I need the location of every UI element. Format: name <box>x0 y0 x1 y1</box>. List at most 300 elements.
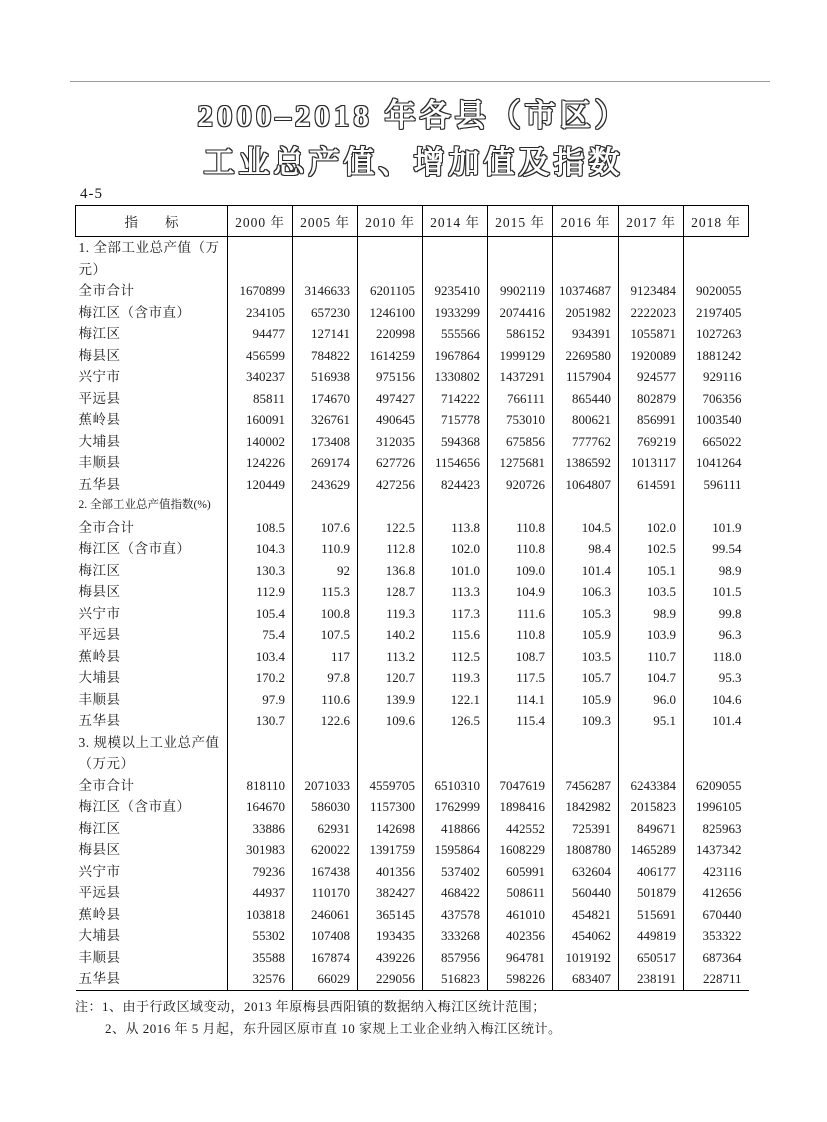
table-row <box>76 323 749 345</box>
row-label: 梅江区 <box>78 326 121 341</box>
table-row <box>76 925 749 947</box>
empty-cell <box>619 237 684 281</box>
value-cell: 140002 <box>228 431 293 453</box>
row-label: 蕉岭县 <box>78 906 121 922</box>
value-cell: 382427 <box>358 882 423 904</box>
value-cell: 614591 <box>619 474 684 496</box>
value-cell: 96.3 <box>684 624 749 646</box>
value-cell: 766111 <box>488 388 553 410</box>
value-cell: 110.8 <box>488 624 553 646</box>
value-cell: 1933299 <box>423 302 488 324</box>
row-label: 丰顺县 <box>78 691 121 707</box>
value-cell: 110.9 <box>293 538 358 560</box>
value-cell: 117 <box>293 646 358 668</box>
value-cell: 627726 <box>358 452 423 474</box>
table-row <box>76 538 749 560</box>
value-cell: 714222 <box>423 388 488 410</box>
value-cell: 920726 <box>488 474 553 496</box>
value-cell: 1019192 <box>553 947 619 969</box>
value-cell: 110.8 <box>488 517 553 539</box>
value-cell: 1920089 <box>619 345 684 367</box>
value-cell: 114.1 <box>488 689 553 711</box>
row-label: 梅县区 <box>78 842 121 857</box>
value-cell: 113.3 <box>423 581 488 603</box>
value-cell: 326761 <box>293 409 358 431</box>
value-cell: 1330802 <box>423 366 488 388</box>
header-year: 2014 年 <box>423 206 488 237</box>
value-cell: 9123484 <box>619 280 684 302</box>
value-cell: 1386592 <box>553 452 619 474</box>
value-cell: 2071033 <box>293 775 358 797</box>
value-cell: 104.5 <box>553 517 619 539</box>
value-cell: 118.0 <box>684 646 749 668</box>
value-cell: 35588 <box>228 947 293 969</box>
table-row <box>76 431 749 453</box>
value-cell: 657230 <box>293 302 358 324</box>
value-cell: 650517 <box>619 947 684 969</box>
value-cell: 33886 <box>228 818 293 840</box>
value-cell: 516823 <box>423 968 488 990</box>
value-cell: 105.9 <box>553 624 619 646</box>
header-year: 2015 年 <box>488 206 553 237</box>
value-cell: 120449 <box>228 474 293 496</box>
section-title: 1. 全部工业总产值（万元） <box>78 240 220 277</box>
value-cell: 103.4 <box>228 646 293 668</box>
value-cell: 753010 <box>488 409 553 431</box>
value-cell: 2269580 <box>553 345 619 367</box>
value-cell: 111.6 <box>488 603 553 625</box>
value-cell: 6201105 <box>358 280 423 302</box>
value-cell: 515691 <box>619 904 684 926</box>
row-label: 梅县区 <box>78 584 121 599</box>
value-cell: 164670 <box>228 796 293 818</box>
value-cell: 98.4 <box>553 538 619 560</box>
value-cell: 9902119 <box>488 280 553 302</box>
value-cell: 402356 <box>488 925 553 947</box>
value-cell: 596111 <box>684 474 749 496</box>
value-cell: 101.5 <box>684 581 749 603</box>
value-cell: 117.3 <box>423 603 488 625</box>
value-cell: 2074416 <box>488 302 553 324</box>
value-cell: 108.5 <box>228 517 293 539</box>
value-cell: 104.9 <box>488 581 553 603</box>
value-cell: 461010 <box>488 904 553 926</box>
empty-cell <box>684 732 749 775</box>
table-row <box>76 345 749 367</box>
value-cell: 598226 <box>488 968 553 990</box>
value-cell: 975156 <box>358 366 423 388</box>
value-cell: 243629 <box>293 474 358 496</box>
value-cell: 1055871 <box>619 323 684 345</box>
value-cell: 103.5 <box>553 646 619 668</box>
value-cell: 79236 <box>228 861 293 883</box>
value-cell: 173408 <box>293 431 358 453</box>
value-cell: 127141 <box>293 323 358 345</box>
value-cell: 102.0 <box>619 517 684 539</box>
value-cell: 193435 <box>358 925 423 947</box>
value-cell: 115.3 <box>293 581 358 603</box>
value-cell: 101.0 <box>423 560 488 582</box>
value-cell: 55302 <box>228 925 293 947</box>
value-cell: 97.8 <box>293 667 358 689</box>
value-cell: 128.7 <box>358 581 423 603</box>
value-cell: 170.2 <box>228 667 293 689</box>
value-cell: 406177 <box>619 861 684 883</box>
value-cell: 6510310 <box>423 775 488 797</box>
value-cell: 1157904 <box>553 366 619 388</box>
value-cell: 7456287 <box>553 775 619 797</box>
value-cell: 632604 <box>553 861 619 883</box>
row-label: 全市合计 <box>78 519 135 535</box>
value-cell: 1064807 <box>553 474 619 496</box>
row-label: 平远县 <box>78 390 121 406</box>
value-cell: 1762999 <box>423 796 488 818</box>
value-cell: 130.3 <box>228 560 293 582</box>
value-cell: 777762 <box>553 431 619 453</box>
value-cell: 9235410 <box>423 280 488 302</box>
value-cell: 594368 <box>423 431 488 453</box>
value-cell: 725391 <box>553 818 619 840</box>
value-cell: 401356 <box>358 861 423 883</box>
value-cell: 229056 <box>358 968 423 990</box>
value-cell: 142698 <box>358 818 423 840</box>
value-cell: 818110 <box>228 775 293 797</box>
row-label: 大埔县 <box>78 670 121 685</box>
value-cell: 3146633 <box>293 280 358 302</box>
row-label: 兴宁市 <box>78 605 121 621</box>
value-cell: 1154656 <box>423 452 488 474</box>
value-cell: 120.7 <box>358 667 423 689</box>
value-cell: 418866 <box>423 818 488 840</box>
row-label: 全市合计 <box>78 283 135 298</box>
empty-cell <box>684 237 749 281</box>
value-cell: 800621 <box>553 409 619 431</box>
value-cell: 102.5 <box>619 538 684 560</box>
value-cell: 620022 <box>293 839 358 861</box>
table-row <box>76 388 749 410</box>
value-cell: 1003540 <box>684 409 749 431</box>
value-cell: 412656 <box>684 882 749 904</box>
header-indicator: 指 标 <box>76 206 228 237</box>
value-cell: 167438 <box>293 861 358 883</box>
value-cell: 238191 <box>619 968 684 990</box>
value-cell: 490645 <box>358 409 423 431</box>
value-cell: 857956 <box>423 947 488 969</box>
value-cell: 849671 <box>619 818 684 840</box>
value-cell: 934391 <box>553 323 619 345</box>
value-cell: 109.0 <box>488 560 553 582</box>
value-cell: 220998 <box>358 323 423 345</box>
table-row <box>76 624 749 646</box>
table-row <box>76 710 749 732</box>
section-title-row <box>76 495 749 517</box>
row-label: 丰顺县 <box>78 455 121 470</box>
empty-cell <box>228 495 293 517</box>
table-row <box>76 409 749 431</box>
value-cell: 1881242 <box>684 345 749 367</box>
table-row <box>76 689 749 711</box>
row-label: 梅江区 <box>78 820 121 836</box>
value-cell: 1275681 <box>488 452 553 474</box>
page-title-line2: 工业总产值、增加值及指数 <box>203 145 624 180</box>
value-cell: 1670899 <box>228 280 293 302</box>
page-title-line1: 2000–2018 年各县（市区） <box>197 98 630 133</box>
value-cell: 100.8 <box>293 603 358 625</box>
value-cell: 139.9 <box>358 689 423 711</box>
row-label: 丰顺县 <box>78 949 121 965</box>
empty-cell <box>423 495 488 517</box>
value-cell: 109.6 <box>358 710 423 732</box>
value-cell: 665022 <box>684 431 749 453</box>
table-row <box>76 581 749 603</box>
table-number: 4-5 <box>80 186 103 202</box>
table-row <box>76 366 749 388</box>
value-cell: 1996105 <box>684 796 749 818</box>
value-cell: 2222023 <box>619 302 684 324</box>
title-block <box>0 100 827 178</box>
value-cell: 1842982 <box>553 796 619 818</box>
header-year: 2017 年 <box>619 206 684 237</box>
empty-cell <box>488 732 553 775</box>
row-label: 全市合计 <box>78 777 135 793</box>
value-cell: 234105 <box>228 302 293 324</box>
value-cell: 105.4 <box>228 603 293 625</box>
value-cell: 62931 <box>293 818 358 840</box>
value-cell: 824423 <box>423 474 488 496</box>
table-row <box>76 302 749 324</box>
value-cell: 501879 <box>619 882 684 904</box>
value-cell: 99.8 <box>684 603 749 625</box>
table-row <box>76 839 749 861</box>
value-cell: 75.4 <box>228 624 293 646</box>
value-cell: 9020055 <box>684 280 749 302</box>
value-cell: 340237 <box>228 366 293 388</box>
value-cell: 497427 <box>358 388 423 410</box>
value-cell: 2015823 <box>619 796 684 818</box>
value-cell: 98.9 <box>684 560 749 582</box>
value-cell: 32576 <box>228 968 293 990</box>
value-cell: 825963 <box>684 818 749 840</box>
value-cell: 468422 <box>423 882 488 904</box>
empty-cell <box>553 495 619 517</box>
value-cell: 85811 <box>228 388 293 410</box>
value-cell: 104.3 <box>228 538 293 560</box>
section-title: 3. 规模以上工业总产值（万元） <box>78 734 220 771</box>
table-row <box>76 452 749 474</box>
header-year: 2018 年 <box>684 206 749 237</box>
value-cell: 94477 <box>228 323 293 345</box>
value-cell: 437578 <box>423 904 488 926</box>
table-row <box>76 474 749 496</box>
row-label: 梅江区（含市直） <box>78 799 191 814</box>
table-row <box>76 947 749 969</box>
value-cell: 1808780 <box>553 839 619 861</box>
table-row <box>76 904 749 926</box>
value-cell: 105.1 <box>619 560 684 582</box>
table-row <box>76 775 749 797</box>
stats-table <box>75 205 749 991</box>
value-cell: 66029 <box>293 968 358 990</box>
value-cell: 246061 <box>293 904 358 926</box>
note-line-1: 注：1、由于行政区域变动，2013 年原梅县西阳镇的数据纳入梅江区统计范围； <box>75 999 546 1014</box>
value-cell: 856991 <box>619 409 684 431</box>
value-cell: 1465289 <box>619 839 684 861</box>
value-cell: 130.7 <box>228 710 293 732</box>
value-cell: 104.6 <box>684 689 749 711</box>
section-title-row <box>76 237 749 281</box>
value-cell: 4559705 <box>358 775 423 797</box>
value-cell: 110.8 <box>488 538 553 560</box>
row-label: 平远县 <box>78 627 121 642</box>
value-cell: 312035 <box>358 431 423 453</box>
value-cell: 117.5 <box>488 667 553 689</box>
empty-cell <box>619 495 684 517</box>
value-cell: 1608229 <box>488 839 553 861</box>
row-label: 蕉岭县 <box>78 648 121 664</box>
value-cell: 2051982 <box>553 302 619 324</box>
value-cell: 715778 <box>423 409 488 431</box>
empty-cell <box>228 237 293 281</box>
value-cell: 423116 <box>684 861 749 883</box>
value-cell: 769219 <box>619 431 684 453</box>
section-title-row <box>76 732 749 775</box>
value-cell: 560440 <box>553 882 619 904</box>
table-row <box>76 818 749 840</box>
value-cell: 95.3 <box>684 667 749 689</box>
table-header-row <box>76 206 749 237</box>
value-cell: 449819 <box>619 925 684 947</box>
value-cell: 2197405 <box>684 302 749 324</box>
value-cell: 1041264 <box>684 452 749 474</box>
value-cell: 1391759 <box>358 839 423 861</box>
empty-cell <box>488 237 553 281</box>
header-year: 2000 年 <box>228 206 293 237</box>
value-cell: 98.9 <box>619 603 684 625</box>
value-cell: 865440 <box>553 388 619 410</box>
table-row <box>76 517 749 539</box>
value-cell: 103818 <box>228 904 293 926</box>
header-year: 2005 年 <box>293 206 358 237</box>
row-label: 蕉岭县 <box>78 412 121 427</box>
value-cell: 110170 <box>293 882 358 904</box>
empty-cell <box>488 495 553 517</box>
value-cell: 126.5 <box>423 710 488 732</box>
empty-cell <box>423 732 488 775</box>
value-cell: 456599 <box>228 345 293 367</box>
value-cell: 140.2 <box>358 624 423 646</box>
table-row <box>76 280 749 302</box>
value-cell: 112.8 <box>358 538 423 560</box>
page-top-rule <box>70 81 770 82</box>
value-cell: 101.9 <box>684 517 749 539</box>
empty-cell <box>228 732 293 775</box>
empty-cell <box>293 732 358 775</box>
value-cell: 442552 <box>488 818 553 840</box>
empty-cell <box>293 495 358 517</box>
value-cell: 964781 <box>488 947 553 969</box>
value-cell: 122.5 <box>358 517 423 539</box>
value-cell: 122.1 <box>423 689 488 711</box>
value-cell: 802879 <box>619 388 684 410</box>
value-cell: 269174 <box>293 452 358 474</box>
value-cell: 454821 <box>553 904 619 926</box>
row-label: 五华县 <box>78 476 121 492</box>
table-row <box>76 968 749 990</box>
value-cell: 508611 <box>488 882 553 904</box>
value-cell: 1967864 <box>423 345 488 367</box>
row-label: 梅江区 <box>78 562 121 578</box>
value-cell: 174670 <box>293 388 358 410</box>
value-cell: 427256 <box>358 474 423 496</box>
value-cell: 586030 <box>293 796 358 818</box>
value-cell: 107.6 <box>293 517 358 539</box>
value-cell: 929116 <box>684 366 749 388</box>
value-cell: 365145 <box>358 904 423 926</box>
value-cell: 105.9 <box>553 689 619 711</box>
value-cell: 10374687 <box>553 280 619 302</box>
table-row <box>76 560 749 582</box>
value-cell: 6243384 <box>619 775 684 797</box>
row-label: 五华县 <box>78 713 121 728</box>
value-cell: 102.0 <box>423 538 488 560</box>
row-label: 梅县区 <box>78 347 121 363</box>
empty-cell <box>423 237 488 281</box>
value-cell: 119.3 <box>423 667 488 689</box>
table-row <box>76 646 749 668</box>
value-cell: 44937 <box>228 882 293 904</box>
row-label: 梅江区（含市直） <box>78 541 191 556</box>
value-cell: 924577 <box>619 366 684 388</box>
value-cell: 109.3 <box>553 710 619 732</box>
value-cell: 105.3 <box>553 603 619 625</box>
value-cell: 537402 <box>423 861 488 883</box>
value-cell: 97.9 <box>228 689 293 711</box>
value-cell: 555566 <box>423 323 488 345</box>
value-cell: 96.0 <box>619 689 684 711</box>
value-cell: 670440 <box>684 904 749 926</box>
value-cell: 160091 <box>228 409 293 431</box>
empty-cell <box>684 495 749 517</box>
value-cell: 6209055 <box>684 775 749 797</box>
value-cell: 1027263 <box>684 323 749 345</box>
value-cell: 1595864 <box>423 839 488 861</box>
value-cell: 122.6 <box>293 710 358 732</box>
row-label: 平远县 <box>78 885 121 900</box>
section-title: 2. 全部工业总产值指数(%) <box>78 499 211 511</box>
header-year: 2016 年 <box>553 206 619 237</box>
header-year: 2010 年 <box>358 206 423 237</box>
value-cell: 113.2 <box>358 646 423 668</box>
value-cell: 586152 <box>488 323 553 345</box>
value-cell: 1437342 <box>684 839 749 861</box>
value-cell: 107.5 <box>293 624 358 646</box>
value-cell: 454062 <box>553 925 619 947</box>
value-cell: 301983 <box>228 839 293 861</box>
value-cell: 108.7 <box>488 646 553 668</box>
value-cell: 99.54 <box>684 538 749 560</box>
table-row <box>76 603 749 625</box>
value-cell: 113.8 <box>423 517 488 539</box>
value-cell: 1898416 <box>488 796 553 818</box>
table-row <box>76 882 749 904</box>
note-line-2: 2、从 2016 年 5 月起，东升园区原市直 10 家规上工业企业纳入梅江区统计。 <box>105 1021 562 1036</box>
value-cell: 167874 <box>293 947 358 969</box>
value-cell: 1246100 <box>358 302 423 324</box>
row-label: 大埔县 <box>78 928 121 943</box>
value-cell: 605991 <box>488 861 553 883</box>
value-cell: 1614259 <box>358 345 423 367</box>
empty-cell <box>358 495 423 517</box>
